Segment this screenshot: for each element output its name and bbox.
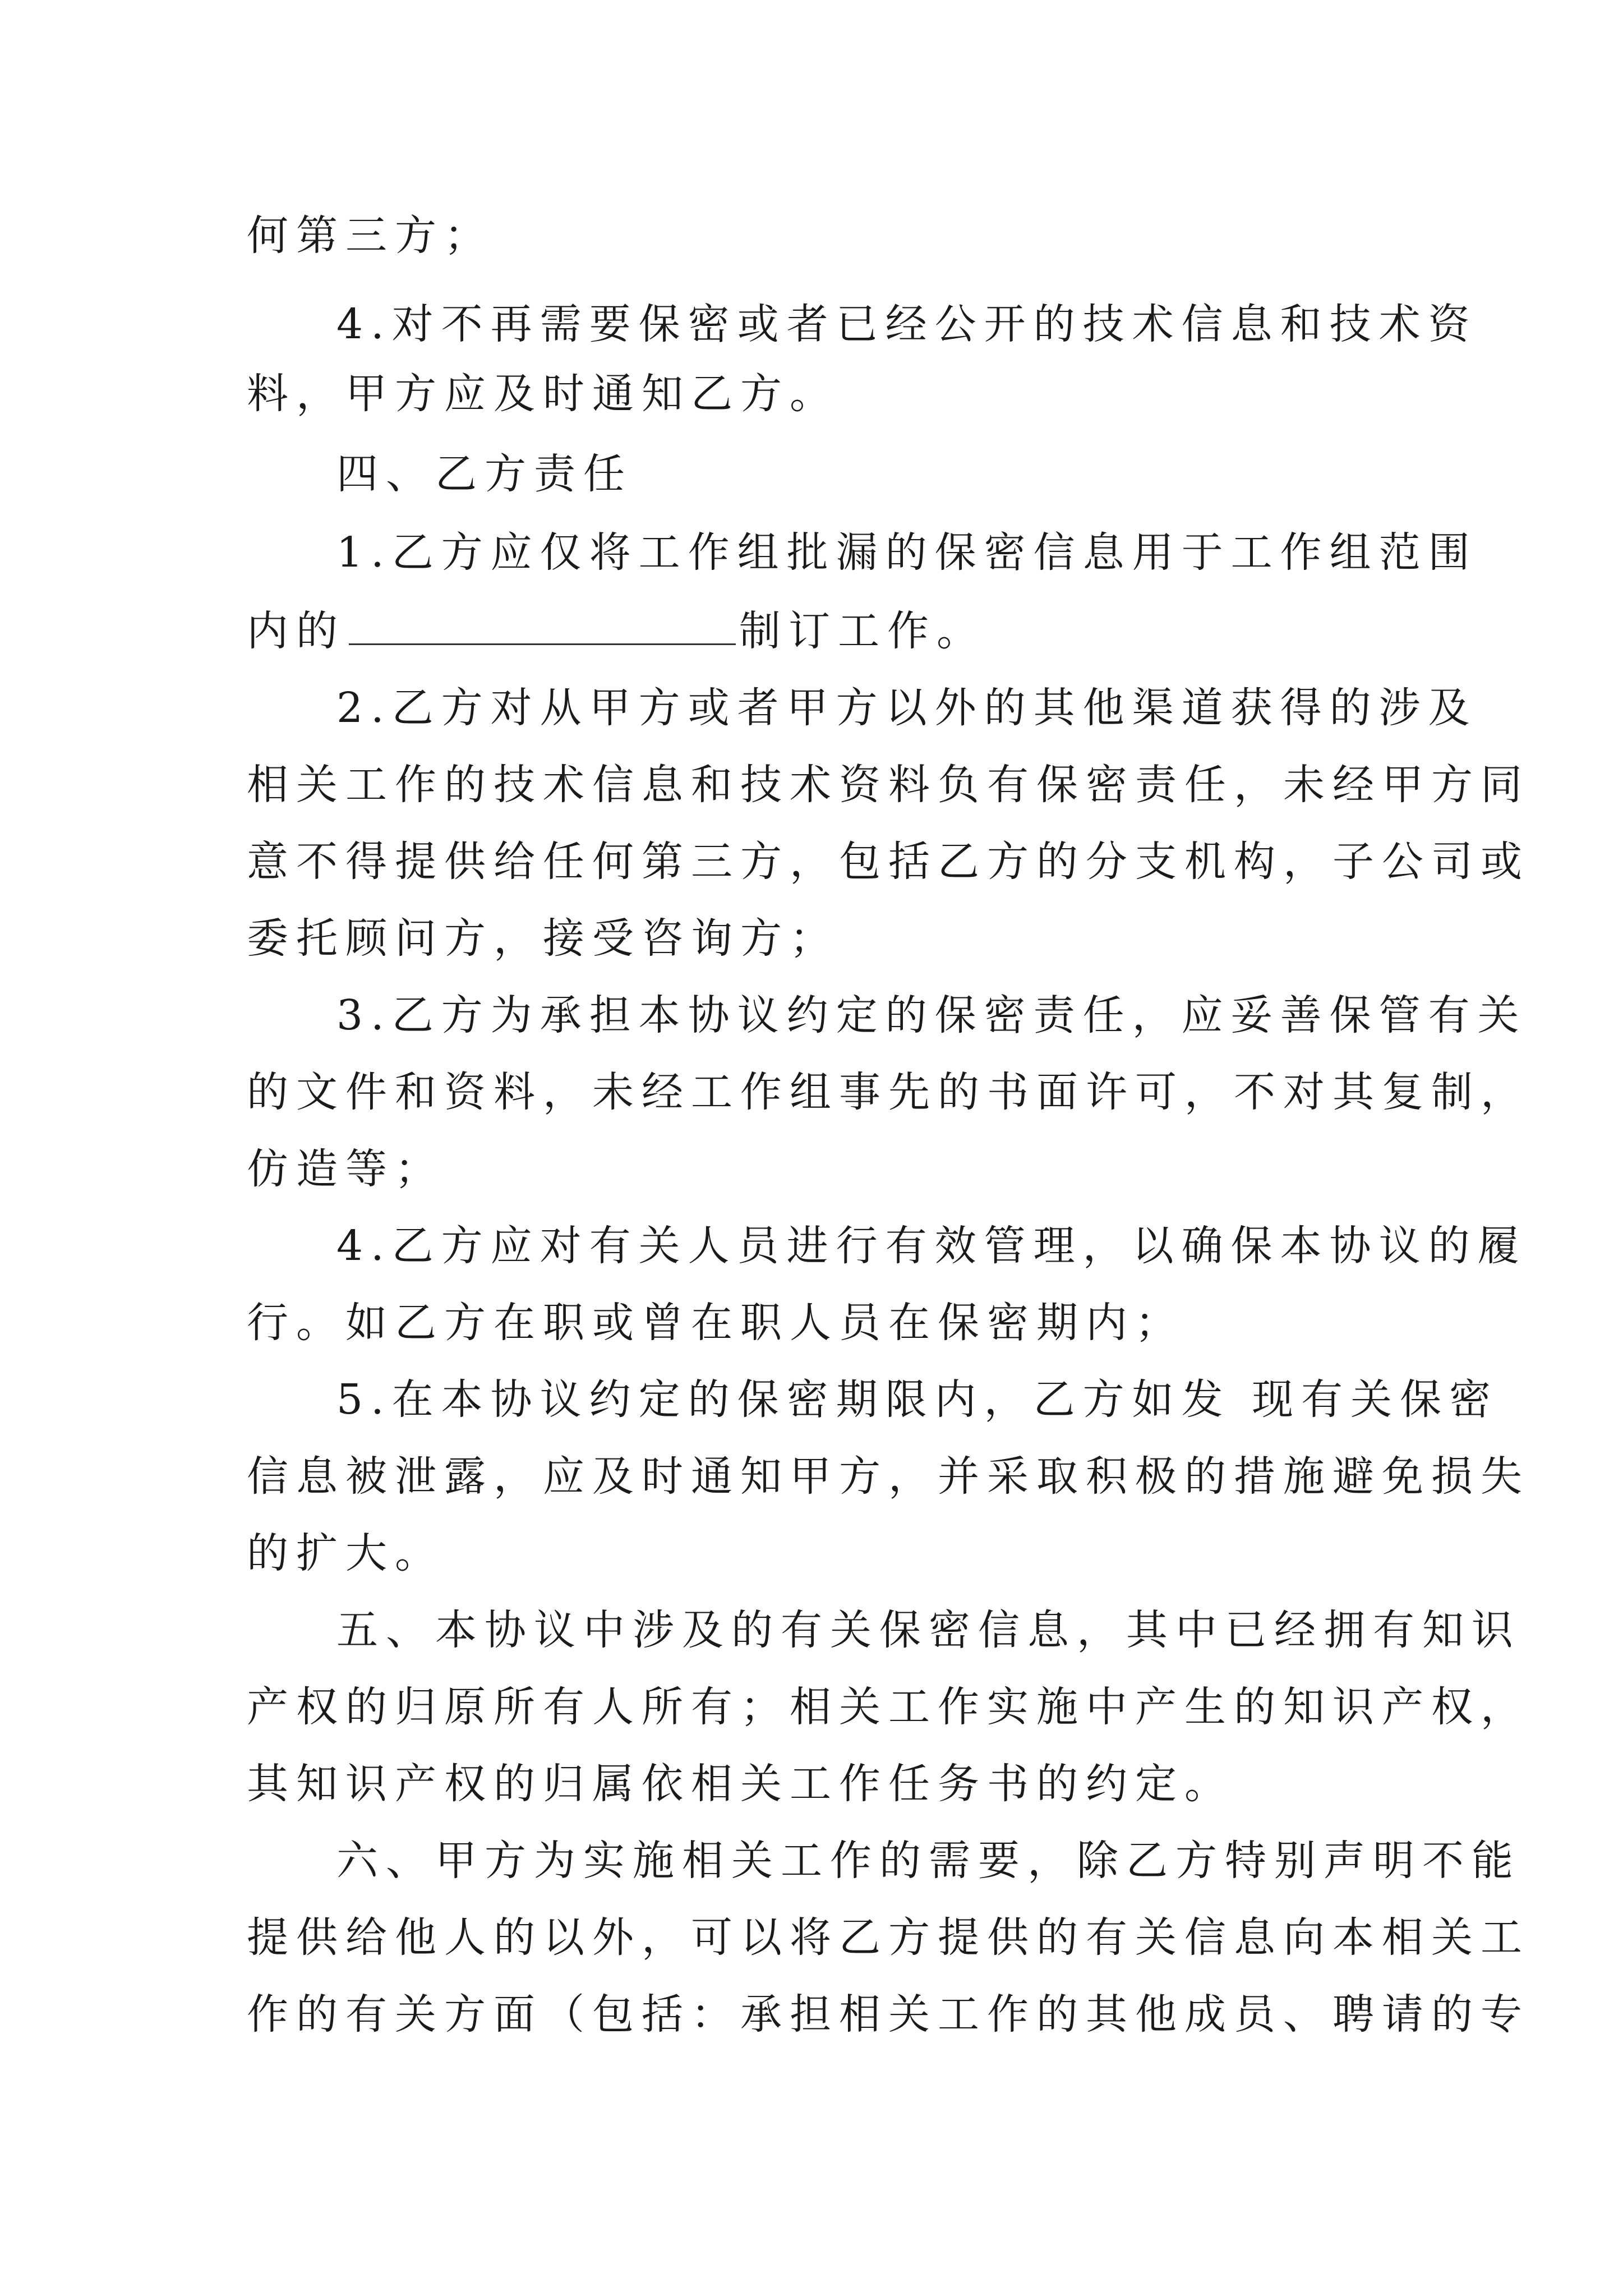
text-line: 信息被泄露，应及时通知甲方，并采取积极的措施避免损失 [247,1452,1530,1501]
text-segment: 内的 [247,607,345,655]
paragraph-line: 2.乙方对从甲方或者甲方以外的其他渠道获得的涉及 [336,684,1478,732]
text-segment: 制订工作。 [739,607,986,655]
fill-in-blank [349,604,736,645]
text-line: 委托顾问方，接受咨询方； [247,914,839,963]
paragraph-line: 1.乙方应仅将工作组批漏的保密信息用于工作组范围 [336,528,1478,577]
text-line: 的文件和资料，未经工作组事先的书面许可，不对其复制， [247,1068,1530,1116]
text-line: 料，甲方应及时通知乙方。 [247,370,839,418]
text-line: 提供给他人的以外，可以将乙方提供的有关信息向本相关工 [247,1913,1530,1962]
text-line-with-blank [247,603,986,659]
text-line: 何第三方； [247,211,494,260]
paragraph-line: 3.乙方为承担本协议约定的保密责任，应妥善保管有关 [336,991,1527,1039]
text-line: 作的有关方面（包括：承担相关工作的其他成员、聘请的专 [247,1990,1530,2039]
paragraph-line: 4.对不再需要保密或者已经公开的技术信息和技术资 [336,300,1478,348]
text-line: 的扩大。 [247,1529,444,1577]
text-line: 其知识产权的归属依相关工作任务书的约定。 [247,1760,1234,1808]
paragraph-line: 5.在本协议约定的保密期限内，乙方如发 现有关保密 [336,1375,1499,1424]
text-line: 意不得提供给任何第三方，包括乙方的分支机构，子公司或 [247,838,1530,886]
paragraph-line: 六、甲方为实施相关工作的需要，除乙方特别声明不能 [336,1837,1521,1885]
text-line: 仿造等； [247,1145,444,1193]
text-line: 相关工作的技术信息和技术资料负有保密责任，未经甲方同 [247,761,1530,809]
paragraph-line: 4.乙方应对有关人员进行有效管理，以确保本协议的履 [336,1222,1527,1270]
section-heading: 四、乙方责任 [336,450,633,498]
text-line: 行。如乙方在职或曾在职人员在保密期内； [247,1299,1184,1347]
paragraph-line: 五、本协议中涉及的有关保密信息，其中已经拥有知识 [336,1606,1521,1654]
text-line: 产权的归原所有人所有；相关工作实施中产生的知识产权， [247,1683,1530,1731]
